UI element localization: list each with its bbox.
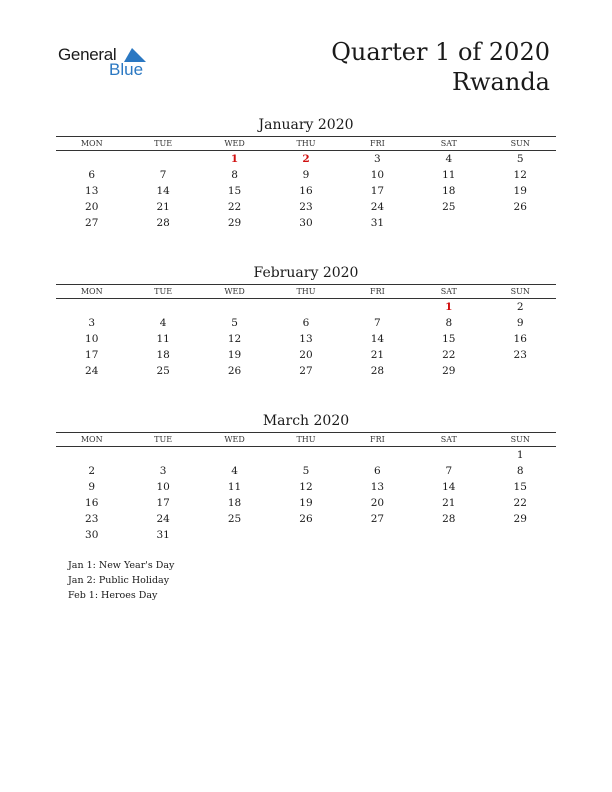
- day-cell: 23: [299, 201, 313, 213]
- holiday-day-cell: 2: [302, 153, 310, 165]
- day-cell: 13: [85, 185, 99, 197]
- page-title: [331, 37, 550, 97]
- day-cell: [413, 215, 484, 231]
- day-cell: 20: [370, 497, 385, 509]
- day-cell: 27: [299, 365, 313, 377]
- day-cell: 17: [370, 185, 385, 197]
- day-cell: 5: [231, 317, 238, 329]
- day-cell: 4: [159, 317, 167, 329]
- day-cell: [270, 447, 341, 463]
- day-cell: 11: [227, 481, 242, 493]
- day-cell: 27: [85, 217, 99, 229]
- day-cell: 29: [513, 513, 527, 525]
- day-cell: 29: [227, 217, 242, 229]
- weekday-header: [56, 136, 556, 151]
- weekday-header: [56, 284, 556, 299]
- day-cell: 13: [370, 481, 385, 493]
- week-row: [56, 183, 556, 199]
- week-row: [56, 299, 556, 315]
- day-cell: 3: [88, 317, 96, 329]
- day-cell: 6: [374, 465, 381, 477]
- day-cell: 23: [513, 349, 527, 361]
- weekday-label: SUN: [510, 287, 530, 296]
- day-cell: 8: [445, 317, 453, 329]
- day-cell: 28: [156, 217, 170, 229]
- day-cell: 22: [513, 497, 527, 509]
- title-quarter: Quarter 1 of 2020: [331, 38, 550, 66]
- day-cell: 6: [88, 169, 96, 181]
- weekday-label: TUE: [154, 435, 173, 444]
- week-row: [56, 167, 556, 183]
- week-row: [56, 151, 556, 167]
- day-cell: [127, 151, 198, 167]
- day-cell: [270, 527, 341, 543]
- day-cell: 7: [159, 169, 167, 181]
- generalblue-logo: [58, 44, 158, 84]
- day-cell: 22: [227, 201, 242, 213]
- weekday-label: WED: [224, 287, 245, 296]
- day-cell: 13: [299, 333, 313, 345]
- holiday-day-cell: 1: [445, 301, 453, 313]
- day-cell: 12: [299, 481, 313, 493]
- day-cell: [199, 527, 270, 543]
- week-row: [56, 363, 556, 379]
- day-cell: 30: [299, 217, 313, 229]
- day-cell: 8: [516, 465, 524, 477]
- weekday-label: TUE: [154, 287, 173, 296]
- day-cell: 2: [88, 465, 96, 477]
- day-cell: 18: [156, 349, 170, 361]
- day-cell: [56, 447, 127, 463]
- day-cell: 24: [370, 201, 385, 213]
- holiday-note: Feb 1: Heroes Day: [68, 590, 158, 601]
- weekday-label: TUE: [154, 139, 173, 148]
- day-cell: 16: [85, 497, 99, 509]
- day-cell: 25: [442, 201, 456, 213]
- day-cell: [342, 527, 413, 543]
- day-cell: 15: [227, 185, 242, 197]
- weekday-label: THU: [296, 139, 316, 148]
- day-cell: 8: [231, 169, 238, 181]
- day-cell: 26: [227, 365, 242, 377]
- day-cell: 25: [227, 513, 242, 525]
- logo-text-blue: Blue: [109, 60, 144, 79]
- day-cell: 29: [442, 365, 456, 377]
- weekday-label: THU: [296, 287, 316, 296]
- weekday-label: SUN: [510, 435, 530, 444]
- day-cell: 5: [302, 465, 310, 477]
- weekday-label: SAT: [440, 435, 457, 444]
- weekday-label: FRI: [370, 435, 385, 444]
- day-cell: [199, 299, 270, 315]
- day-cell: 19: [227, 349, 242, 361]
- holiday-day-cell: 1: [230, 153, 239, 165]
- day-cell: 19: [513, 185, 527, 197]
- week-row: [56, 479, 556, 495]
- weekday-label: SAT: [440, 287, 457, 296]
- day-cell: 7: [374, 317, 381, 329]
- week-row: [56, 315, 556, 331]
- day-cell: 14: [156, 185, 170, 197]
- week-row: [56, 495, 556, 511]
- day-cell: 25: [156, 365, 170, 377]
- day-cell: [56, 299, 127, 315]
- day-cell: 19: [299, 497, 313, 509]
- day-cell: [485, 363, 556, 379]
- day-cell: 22: [442, 349, 456, 361]
- day-cell: [199, 447, 270, 463]
- month-february: [56, 265, 556, 379]
- day-cell: 6: [302, 317, 310, 329]
- day-cell: [342, 447, 413, 463]
- day-cell: 11: [156, 333, 170, 345]
- day-cell: 10: [370, 169, 385, 181]
- day-cell: 12: [513, 169, 527, 181]
- day-cell: 12: [227, 333, 242, 345]
- day-cell: [127, 299, 198, 315]
- day-cell: [56, 151, 127, 167]
- day-cell: 31: [156, 529, 170, 541]
- day-cell: 31: [370, 217, 385, 229]
- day-cell: [413, 527, 484, 543]
- day-cell: 27: [370, 513, 385, 525]
- weekday-label: THU: [296, 435, 316, 444]
- day-cell: [413, 447, 484, 463]
- week-row: [56, 447, 556, 463]
- logo-text-general: General: [58, 45, 117, 64]
- day-cell: 20: [85, 201, 99, 213]
- day-cell: 21: [370, 349, 385, 361]
- week-row: [56, 331, 556, 347]
- weekday-label: MON: [80, 287, 103, 296]
- day-cell: 18: [442, 185, 456, 197]
- month-title: February 2020: [253, 265, 359, 281]
- day-cell: [485, 215, 556, 231]
- day-cell: 17: [156, 497, 170, 509]
- day-cell: 3: [374, 153, 381, 165]
- title-country: Rwanda: [451, 68, 550, 96]
- day-cell: 28: [442, 513, 456, 525]
- month-january: [56, 117, 556, 231]
- day-cell: 20: [299, 349, 313, 361]
- weekday-label: FRI: [370, 139, 385, 148]
- month-march: [56, 413, 556, 543]
- day-cell: 9: [302, 169, 310, 181]
- month-title: March 2020: [262, 413, 350, 429]
- day-cell: 23: [85, 513, 99, 525]
- week-row: [56, 527, 556, 543]
- day-cell: 18: [227, 497, 242, 509]
- day-cell: 24: [85, 365, 99, 377]
- weekday-label: WED: [224, 435, 245, 444]
- weekday-label: FRI: [370, 287, 385, 296]
- day-cell: 14: [370, 333, 385, 345]
- day-cell: 28: [370, 365, 385, 377]
- day-cell: 15: [442, 333, 456, 345]
- day-cell: 4: [231, 465, 238, 477]
- day-cell: 4: [445, 153, 453, 165]
- day-cell: 21: [156, 201, 170, 213]
- day-cell: 17: [85, 349, 99, 361]
- day-cell: 24: [156, 513, 170, 525]
- month-title: January 2020: [258, 117, 354, 133]
- day-cell: 30: [85, 529, 99, 541]
- day-cell: 15: [513, 481, 527, 493]
- day-cell: 9: [88, 481, 96, 493]
- day-cell: 26: [513, 201, 527, 213]
- holiday-notes: [68, 558, 174, 603]
- holiday-note: Jan 1: New Year's Day: [68, 560, 175, 571]
- day-cell: 16: [299, 185, 313, 197]
- day-cell: 16: [513, 333, 527, 345]
- day-cell: 5: [516, 153, 524, 165]
- weekday-label: WED: [224, 139, 245, 148]
- day-cell: 1: [516, 449, 524, 461]
- day-cell: 11: [442, 169, 456, 181]
- day-cell: [127, 447, 198, 463]
- day-cell: 26: [299, 513, 313, 525]
- week-row: [56, 511, 556, 527]
- day-cell: 14: [442, 481, 456, 493]
- day-cell: 9: [516, 317, 524, 329]
- day-cell: 10: [156, 481, 170, 493]
- week-row: [56, 215, 556, 231]
- day-cell: 10: [85, 333, 99, 345]
- week-row: [56, 347, 556, 363]
- week-row: [56, 199, 556, 215]
- day-cell: 3: [159, 465, 167, 477]
- day-cell: [342, 299, 413, 315]
- weekday-label: MON: [80, 139, 103, 148]
- day-cell: [270, 299, 341, 315]
- holiday-note: Jan 2: Public Holiday: [68, 575, 170, 586]
- week-row: [56, 463, 556, 479]
- day-cell: 2: [516, 301, 524, 313]
- weekday-label: MON: [80, 435, 103, 444]
- day-cell: 21: [442, 497, 456, 509]
- weekday-label: SAT: [440, 139, 457, 148]
- day-cell: 7: [445, 465, 453, 477]
- day-cell: [485, 527, 556, 543]
- weekday-label: SUN: [510, 139, 530, 148]
- weekday-header: [56, 432, 556, 447]
